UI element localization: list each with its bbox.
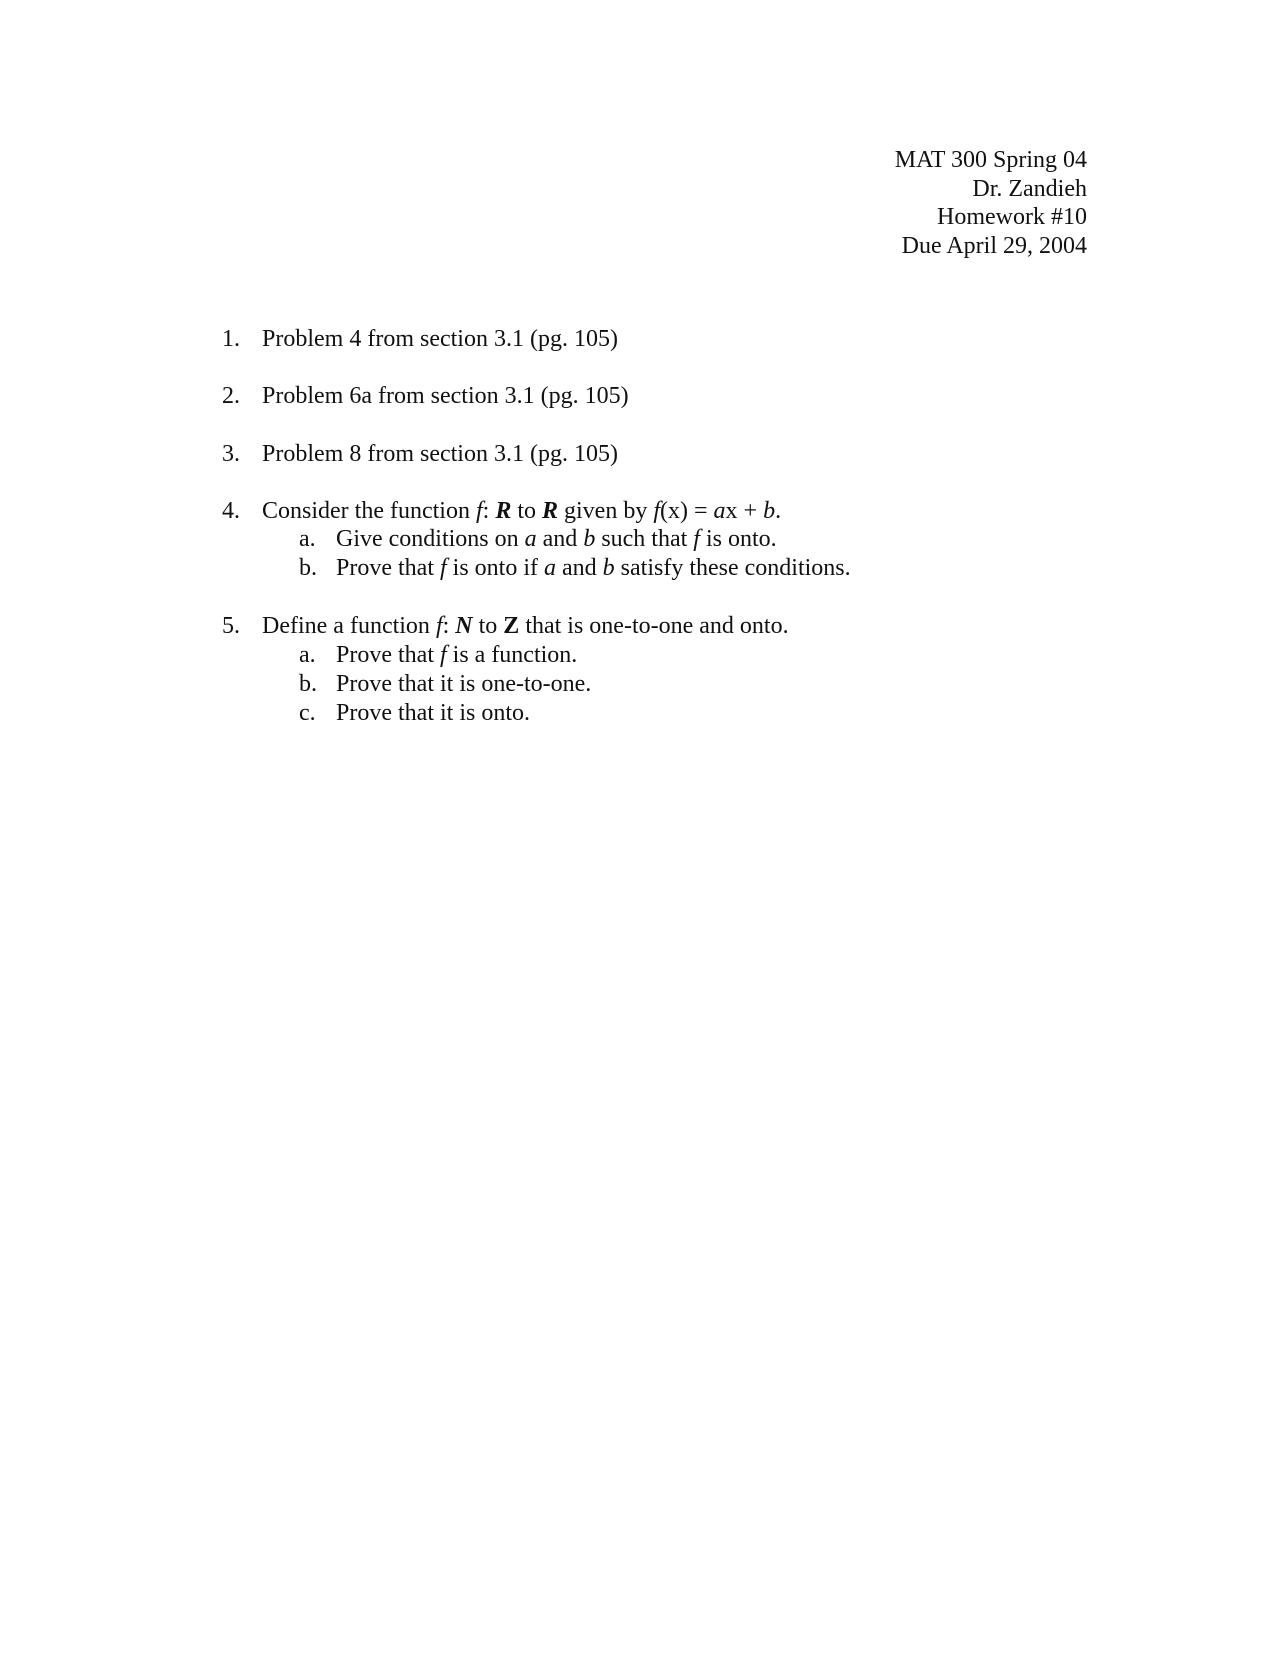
- math-f: f: [653, 498, 661, 524]
- math-f: f: [475, 498, 483, 524]
- sub-text: [336, 641, 577, 670]
- problem-text: [262, 497, 781, 526]
- math-b: b: [602, 555, 615, 581]
- math-b: b: [763, 498, 776, 524]
- math-a: a: [713, 498, 726, 524]
- math-set-Z: Z: [503, 613, 520, 639]
- sub-text: [336, 525, 777, 554]
- assignment-line: Homework #10: [937, 204, 1087, 230]
- text-run: such that: [595, 526, 694, 552]
- text-run: is onto.: [699, 526, 777, 552]
- text-run: (x) =: [660, 498, 714, 524]
- sub-letter: a.: [299, 642, 316, 668]
- sub-letter: b.: [299, 671, 317, 697]
- instructor-line: Dr. Zandieh: [972, 175, 1087, 202]
- text-run: Define a function: [262, 613, 436, 639]
- text-run: .: [775, 498, 782, 524]
- sub-letter: c.: [299, 700, 316, 726]
- problem-text: Problem 8 from section 3.1 (pg. 105): [262, 441, 618, 467]
- text-run: is a function.: [446, 642, 578, 668]
- course-line: MAT 300 Spring 04: [894, 147, 1087, 173]
- math-f: f: [435, 613, 443, 639]
- sub-text: Prove that it is one-to-one.: [336, 671, 592, 697]
- math-a: a: [524, 526, 537, 552]
- math-set-R: R: [542, 498, 559, 524]
- text-run: is onto if: [446, 555, 544, 581]
- text-run: that is one-to-one and onto.: [519, 613, 789, 639]
- math-f: f: [693, 526, 700, 552]
- sub-letter: b.: [299, 555, 317, 581]
- math-set-N: N: [455, 613, 473, 639]
- math-f: f: [439, 642, 447, 668]
- sub-text: [336, 554, 851, 583]
- text-run: Give conditions on: [336, 526, 525, 552]
- problem-text: Problem 6a from section 3.1 (pg. 105): [262, 383, 629, 409]
- problem-number: 3.: [222, 441, 240, 467]
- text-run: x +: [725, 498, 764, 524]
- text-run: given by: [558, 498, 654, 524]
- document-header: [487, 146, 1087, 260]
- math-set-R: R: [495, 498, 512, 524]
- problem-number: 2.: [222, 383, 240, 409]
- text-run: Prove that: [336, 642, 440, 668]
- text-run: Consider the function: [262, 498, 476, 524]
- text-run: to: [511, 498, 542, 524]
- problem-text: [262, 612, 789, 641]
- text-run: to: [472, 613, 504, 639]
- text-run: Prove that: [336, 555, 440, 581]
- text-run: and: [556, 555, 603, 581]
- problem-text: Problem 4 from section 3.1 (pg. 105): [262, 326, 618, 352]
- math-b: b: [583, 526, 596, 552]
- problem-number: 4.: [222, 498, 240, 524]
- due-date-line: Due April 29, 2004: [901, 232, 1087, 259]
- problem-number: 1.: [222, 326, 240, 352]
- text-run: and: [536, 526, 584, 552]
- text-run: :: [442, 613, 456, 639]
- sub-letter: a.: [299, 526, 316, 552]
- text-run: :: [482, 498, 496, 524]
- math-f: f: [439, 555, 447, 581]
- text-run: satisfy these conditions.: [614, 555, 851, 581]
- problem-number: 5.: [222, 613, 240, 639]
- math-a: a: [544, 555, 556, 581]
- sub-text: Prove that it is onto.: [336, 700, 530, 726]
